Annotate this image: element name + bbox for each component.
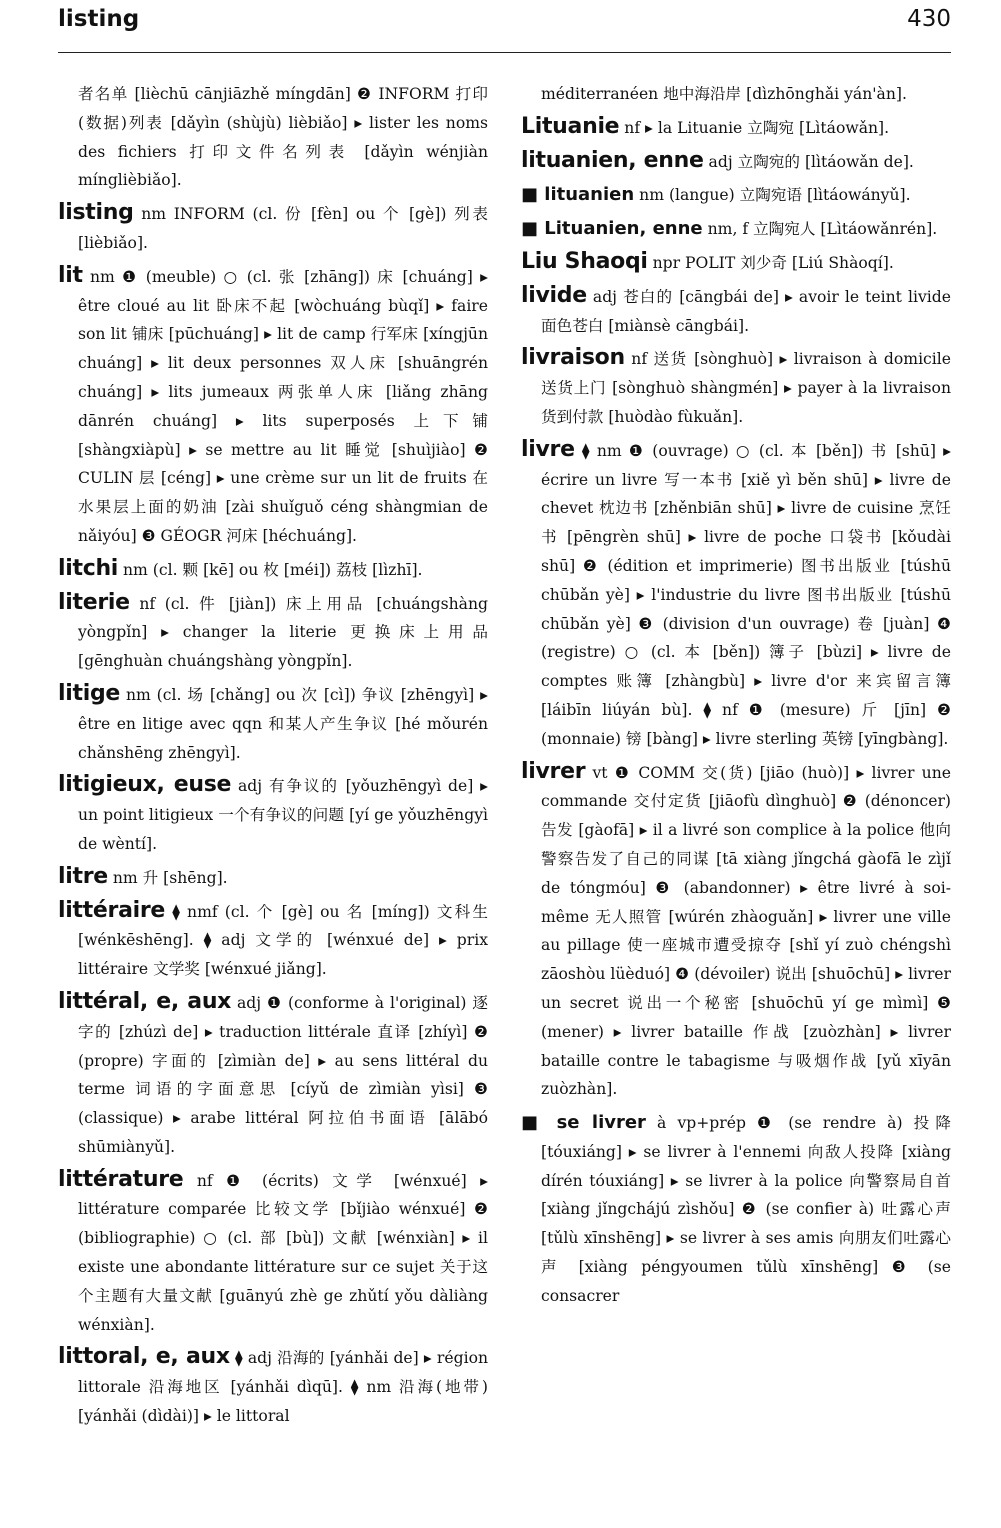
entry-definition: adj 苍白的 [cāngbái de] ▸ avoir le teint livide 面色苍白 [miànsè cāngbái]. — [541, 287, 951, 335]
entry-definition: à vp+prép ❶ (se rendre à) 投降 [tóuxiáng] ▸ se livrer à l'ennemi 向敌人投降 [xiàng dírén tóuxiáng] ▸ se livrer à la police 向警察局自首 [xiàng jǐngchájú zìshǒu] ❷ (se confier à) 吐露心声 [tǔlù xīnshēng] ▸ se livrer à ses amis 向朋友们吐露心声 [xiàng péngyoumen tǔlù xīnshēng] ❸ (se consacrer — [541, 1114, 951, 1305]
entry-headword: Liu Shaoqi — [521, 248, 648, 274]
entry-headword: litige — [58, 680, 121, 706]
dictionary-entry — [521, 1109, 951, 1311]
dictionary-entry — [521, 345, 951, 431]
page-number: 430 — [907, 6, 951, 32]
left-column — [58, 80, 488, 1436]
entry-definition: nm (cl. 颗 [kē] ou 枚 [méi]) 荔枝 [lìzhī]. — [123, 560, 423, 579]
dictionary-entry — [58, 80, 488, 195]
entry-headword: litre — [58, 863, 108, 889]
dictionary-entry — [58, 590, 488, 676]
dictionary-entry — [521, 181, 951, 210]
entry-definition: adj ❶ (conforme à l'original) 逐字的 [zhúzì de] ▸ traduction littérale 直译 [zhíyì] ❷ (propre) 字面的 [zìmiàn de] ▸ au sens littéral du terme 词语的字面意思 [cíyǔ de zìmiàn yìsi] ❸ (classique) ▸ arabe littéral 阿拉伯书面语 [ālābó shūmiànyǔ]. — [78, 993, 488, 1156]
dictionary-entry — [521, 437, 951, 754]
dictionary-entry — [521, 215, 951, 244]
running-headword: listing — [58, 6, 140, 32]
dictionary-entry — [58, 864, 488, 893]
entry-definition: ⧫ adj 沿海的 [yánhǎi de] ▸ région littorale 沿海地区 [yánhǎi dìqū]. ⧫ nm 沿海(地带) [yánhǎi (dìdài)] ▸ le littoral — [78, 1349, 489, 1426]
dictionary-entry — [521, 148, 951, 177]
entry-definition: adj 立陶宛的 [lìtáowǎn de]. — [708, 152, 914, 171]
dictionary-entry — [58, 263, 488, 551]
entry-definition: ⧫ nmf (cl. 个 [gè] ou 名 [míng]) 文科生 [wénkēshēng]. ⧫ adj 文学的 [wénxué de] ▸ prix littéraire 文学奖 [wénxué jiǎng]. — [78, 902, 488, 979]
entry-definition: nf ❶ (écrits) 文学 [wénxué] ▸ littérature comparée 比较文学 [bǐjiào wénxué] ❷ (bibliographie) ○ (cl. 部 [bù]) 文献 [wénxiàn] ▸ il existe une abondante littérature sur ce sujet 关于这个主题有大量文献 [guānyú zhè ge zhǔtí yǒu dàliàng wénxiàn]. — [78, 1171, 488, 1334]
entry-headword: littoral, e, aux — [58, 1344, 230, 1370]
dictionary-entry — [58, 989, 488, 1162]
entry-headword: litigieux, euse — [58, 772, 232, 798]
entry-headword: livide — [521, 282, 587, 308]
entry-definition: nm (cl. 场 [chǎng] ou 次 [cì]) 争议 [zhēngyì] ▸ être en litige avec qqn 和某人产生争议 [hé mǒurén chǎnshēng zhēngyì]. — [78, 685, 488, 762]
entry-definition: adj 有争议的 [yǒuzhēngyì de] ▸ un point litigieux 一个有争议的问题 [yí ge yǒuzhēngyì de wèntí]. — [78, 777, 488, 853]
entry-definition: nf ▸ la Lituanie 立陶宛 [Lìtáowǎn]. — [624, 118, 890, 137]
dictionary-entry — [58, 772, 488, 858]
entry-headword: livre — [521, 436, 575, 462]
dictionary-entry — [58, 898, 488, 984]
entry-headword: literie — [58, 589, 130, 615]
entry-headword: ■ lituanien — [521, 184, 635, 206]
entry-headword: livraison — [521, 345, 625, 371]
entry-headword: ■ se livrer — [521, 1112, 646, 1134]
entry-definition: nm, f 立陶宛人 [Lìtáowǎnrén]. — [707, 220, 938, 239]
page-header — [58, 0, 951, 53]
dictionary-entry — [521, 114, 951, 143]
entry-definition: nf 送货 [sònghuò] ▸ livraison à domicile 送货上门 [sònghuò shàngmén] ▸ payer à la livraison 货到付款 [huòdào fùkuǎn]. — [541, 350, 951, 426]
entry-definition: ⧫ nm ❶ (ouvrage) ○ (cl. 本 [běn]) 书 [shū] ▸ écrire un livre 写一本书 [xiě yì běn shū] ▸ livre de chevet 枕边书 [zhěnbiān shū] ▸ livre de cuisine 烹饪书 [pēngrèn shū] ▸ livre de poche 口袋书 [kǒudài shū] ❷ (édition et imprimerie) 图书出版业 [túshū chūbǎn yè] ▸ l'industrie du livre 图书出版业 [túshū chūbǎn yè] ❸ (division d'un ouvrage) 卷 [juàn] ❹ (registre) ○ (cl. 本 [běn]) 簿子 [bùzi] ▸ livre de comptes 账簿 [zhàngbù] ▸ livre d'or 来宾留言簿 [láibīn liúyán bù]. ⧫ nf ❶ (mesure) 斤 [jīn] ❷ (monnaie) 镑 [bàng] ▸ livre sterling 英镑 [yīngbàng]. — [541, 441, 951, 748]
entry-definition: vt ❶ COMM 交(货) [jiāo (huò)] ▸ livrer une commande 交付定货 [jiāofù dìnghuò] ❷ (dénoncer) 告发 [gàofā] ▸ il a livré son complice à la police 他向警察告发了自己的同谋 [tā xiàng jǐngchá gàofā le zìjǐ de tóngmóu] ❸ (abandonner) ▸ être livré à soi-même 无人照管 [wúrén zhàoguǎn] ▸ livrer une ville au pillage 使一座城市遭受掠夺 [shǐ yí zuò chéngshì zāoshòu lüèduó] ❹ (dévoiler) 说出 [shuōchū] ▸ livrer un secret 说出一个秘密 [shuōchū yí ge mìmì] ❺ (mener) ▸ livrer bataille 作战 [zuòzhàn] ▸ livrer bataille contre le tabagisme 与吸烟作战 [yǔ xīyān zuòzhàn]. — [541, 763, 951, 1099]
dictionary-entry — [58, 200, 488, 258]
entry-definition: npr POLIT 刘少奇 [Liú Shàoqí]. — [652, 253, 894, 272]
entry-definition: nm 升 [shēng]. — [112, 868, 228, 887]
entry-definition: nm (langue) 立陶宛语 [lìtáowányǔ]. — [639, 186, 911, 205]
dictionary-entry — [58, 1167, 488, 1340]
dictionary-entry — [521, 80, 951, 109]
entry-headword: livrer — [521, 758, 586, 784]
entry-headword: listing — [58, 200, 134, 226]
dictionary-entry — [58, 556, 488, 585]
dictionary-entry — [521, 759, 951, 1105]
entry-headword: Lituanie — [521, 113, 620, 139]
entry-headword: littéraire — [58, 897, 166, 923]
dictionary-entry — [58, 1344, 488, 1430]
entry-definition: nm ❶ (meuble) ○ (cl. 张 [zhāng]) 床 [chuáng] ▸ être cloué au lit 卧床不起 [wòchuáng bùqǐ] ▸ faire son lit 铺床 [pūchuáng] ▸ lit de camp 行军床 [xíngjūn chuáng] ▸ lit deux personnes 双人床 [shuāngrén chuáng] ▸ lits jumeaux 两张单人床 [liǎng zhāng dānrén chuáng] ▸ lits superposés 上下铺 [shàngxiàpù] ▸ se mettre au lit 睡觉 [shuìjiào] ❷ CULIN 层 [céng] ▸ une crème sur un lit de fruits 在水果层上面的奶油 [zài shuǐguǒ céng shàngmian de nǎiyóu] ❸ GÉOGR 河床 [héchuáng]. — [78, 267, 488, 545]
entry-headword: litchi — [58, 555, 119, 581]
entry-headword: lit — [58, 262, 83, 288]
entry-headword: littérature — [58, 1166, 184, 1192]
entry-definition: nm INFORM (cl. 份 [fèn] ou 个 [gè]) 列表 [lièbiǎo]. — [78, 205, 488, 252]
right-column — [521, 80, 951, 1316]
entry-definition: méditerranéen 地中海沿岸 [dìzhōnghǎi yán'àn]. — [541, 85, 907, 103]
dictionary-entry — [58, 681, 488, 767]
dictionary-entry — [521, 283, 951, 341]
entry-headword: ■ Lituanien, enne — [521, 218, 703, 240]
dictionary-entry — [521, 249, 951, 278]
entry-definition: 者名单 [lièchū cānjiāzhě míngdān] ❷ INFORM 打印(数据)列表 [dǎyìn (shùjù) lièbiǎo] ▸ lister les noms des fichiers 打印文件名列表 [dǎyìn wénjiàn mínglièbiǎo]. — [78, 85, 488, 190]
entry-headword: littéral, e, aux — [58, 988, 232, 1014]
entry-definition: nf (cl. 件 [jiàn]) 床上用品 [chuángshàng yòngpǐn] ▸ changer la literie 更换床上用品 [gēnghuàn chuángshàng yòngpǐn]. — [78, 594, 488, 671]
entry-headword: lituanien, enne — [521, 147, 704, 173]
